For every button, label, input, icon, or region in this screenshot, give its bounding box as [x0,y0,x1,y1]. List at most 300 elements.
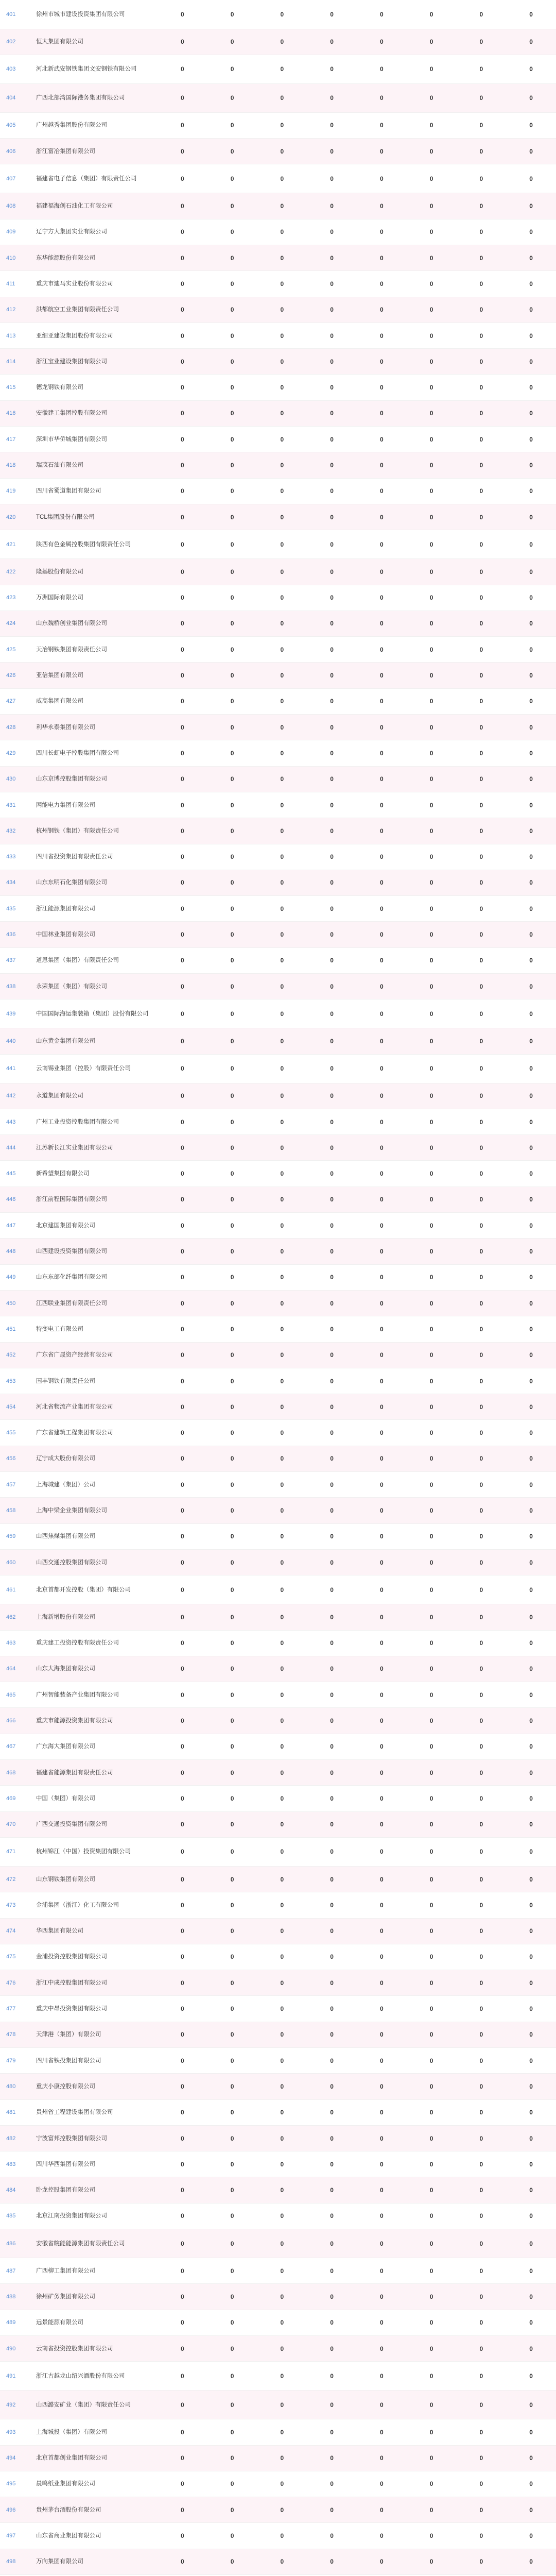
value-cell: 0 [457,1498,507,1523]
value-cell: 0 [457,0,507,29]
company-name-cell: 亚信集团有限公司 [33,663,158,688]
value-cell: 0 [457,1996,507,2022]
value-cell: 0 [407,2022,457,2047]
value-cell: 0 [357,740,407,766]
table-row [0,1866,556,1892]
rank-cell: 494 [0,2445,33,2471]
value-cell: 0 [158,2471,207,2497]
value-cell: 0 [357,1708,407,1734]
value-cell: 0 [307,1786,357,1811]
company-name-cell: 四川省投资集团有限责任公司 [33,844,158,870]
company-name-cell: 四川长虹电子控股集团有限公司 [33,740,158,766]
rank-cell: 486 [0,2229,33,2258]
value-cell: 0 [158,1109,207,1134]
value-cell: 0 [207,715,257,740]
value-cell: 0 [257,478,307,504]
value-cell: 0 [457,1837,507,1866]
value-cell: 0 [307,947,357,973]
value-cell: 0 [207,1630,257,1656]
company-name-cell: 广州智能装备产业集团有限公司 [33,1682,158,1708]
value-cell: 0 [407,1970,457,1996]
table-row [0,55,556,83]
value-cell: 0 [407,1892,457,1918]
value-cell: 0 [158,530,207,559]
value-cell: 0 [407,452,457,478]
table-row [0,1970,556,1996]
value-cell: 0 [257,766,307,792]
value-cell: 0 [457,1109,507,1134]
value-cell: 0 [357,271,407,297]
rank-cell: 454 [0,1394,33,1420]
value-cell: 0 [207,2497,257,2523]
value-cell: 0 [307,1342,357,1368]
company-name-cell: 天津港（集团）有限公司 [33,2022,158,2047]
value-cell: 0 [158,1420,207,1446]
rank-cell: 462 [0,1604,33,1630]
value-cell: 0 [357,1239,407,1264]
value-cell: 0 [158,2229,207,2258]
value-cell: 0 [357,2471,407,2497]
company-name-cell: 中国林业集团有限公司 [33,922,158,947]
value-cell: 0 [158,637,207,663]
value-cell: 0 [506,870,556,895]
table-row [0,2362,556,2391]
value-cell: 0 [506,1290,556,1316]
value-cell: 0 [207,974,257,999]
value-cell: 0 [457,400,507,426]
table-row [0,1187,556,1212]
rank-cell: 444 [0,1135,33,1161]
value-cell: 0 [158,1918,207,1944]
value-cell: 0 [307,1083,357,1109]
value-cell: 0 [307,2284,357,2310]
value-cell: 0 [307,1656,357,1682]
rank-cell: 477 [0,1996,33,2022]
value-cell: 0 [457,1656,507,1682]
value-cell: 0 [207,1918,257,1944]
company-name-cell: 山东大海集团有限公司 [33,1656,158,1682]
rank-cell: 417 [0,427,33,452]
value-cell: 0 [307,1918,357,1944]
value-cell: 0 [407,1446,457,1471]
value-cell: 0 [158,1944,207,1970]
value-cell: 0 [506,1187,556,1212]
value-cell: 0 [407,896,457,922]
value-cell: 0 [257,400,307,426]
value-cell: 0 [257,2047,307,2073]
value-cell: 0 [457,2419,507,2445]
value-cell: 0 [357,1811,407,1837]
value-cell: 0 [457,715,507,740]
value-cell: 0 [506,1682,556,1708]
value-cell: 0 [407,2229,457,2258]
value-cell: 0 [207,349,257,375]
value-cell: 0 [357,870,407,895]
company-name-cell: 特变电工有限公司 [33,1316,158,1342]
value-cell: 0 [158,947,207,973]
value-cell: 0 [158,375,207,400]
value-cell: 0 [457,870,507,895]
company-name-cell: 广州越秀集团股份有限公司 [33,112,158,138]
table-row [0,922,556,947]
value-cell: 0 [506,478,556,504]
table-row [0,1604,556,1630]
value-cell: 0 [307,55,357,83]
value-cell: 0 [407,740,457,766]
value-cell: 0 [506,1161,556,1187]
value-cell: 0 [207,844,257,870]
table-row [0,1708,556,1734]
value-cell: 0 [457,1575,507,1604]
value-cell: 0 [307,1523,357,1549]
company-name-cell: 重庆市迪马实业股份有限公司 [33,271,158,297]
value-cell: 0 [457,2099,507,2125]
value-cell: 0 [307,2022,357,2047]
value-cell: 0 [357,2203,407,2229]
value-cell: 0 [357,2310,407,2335]
value-cell: 0 [158,1083,207,1109]
value-cell: 0 [207,271,257,297]
company-name-cell: 江西联业集团有限责任公司 [33,1290,158,1316]
value-cell: 0 [457,139,507,164]
value-cell: 0 [307,427,357,452]
value-cell: 0 [158,1290,207,1316]
value-cell: 0 [257,2099,307,2125]
company-name-cell: 浙江前程国际集团有限公司 [33,1187,158,1212]
value-cell: 0 [407,1734,457,1759]
company-name-cell: 隆基股份有限公司 [33,559,158,585]
value-cell: 0 [307,2497,357,2523]
value-cell: 0 [207,530,257,559]
value-cell: 0 [307,844,357,870]
value-cell: 0 [158,1996,207,2022]
value-cell: 0 [506,974,556,999]
value-cell: 0 [457,922,507,947]
table-row [0,1290,556,1316]
value-cell: 0 [457,792,507,818]
value-cell: 0 [207,2229,257,2258]
value-cell: 0 [407,478,457,504]
value-cell: 0 [257,2362,307,2391]
value-cell: 0 [407,2203,457,2229]
value-cell: 0 [207,1837,257,1866]
value-cell: 0 [506,1760,556,1786]
value-cell: 0 [257,1630,307,1656]
value-cell: 0 [506,1656,556,1682]
value-cell: 0 [307,2125,357,2151]
value-cell: 0 [207,2022,257,2047]
value-cell: 0 [307,2229,357,2258]
value-cell: 0 [407,219,457,245]
rank-cell: 443 [0,1109,33,1134]
company-name-cell: 网能电力集团有限公司 [33,792,158,818]
company-name-cell: 道恩集团（集团）有限责任公司 [33,947,158,973]
value-cell: 0 [207,1866,257,1892]
value-cell: 0 [307,2310,357,2335]
value-cell: 0 [207,1575,257,1604]
company-name-cell: 重庆建工投资控股有限责任公司 [33,1630,158,1656]
value-cell: 0 [207,2151,257,2177]
value-cell: 0 [307,1630,357,1656]
table-row [0,1549,556,1575]
value-cell: 0 [357,1420,407,1446]
value-cell: 0 [207,164,257,193]
value-cell: 0 [307,559,357,585]
value-cell: 0 [357,83,407,112]
rank-cell: 439 [0,999,33,1028]
company-name-cell: 福建省电子信息（集团）有限责任公司 [33,164,158,193]
value-cell: 0 [207,585,257,611]
company-name-cell: 上海中梁企业集团有限公司 [33,1498,158,1523]
value-cell: 0 [257,1918,307,1944]
company-name-cell: 远景能源有限公司 [33,2310,158,2335]
value-cell: 0 [158,844,207,870]
value-cell: 0 [457,2047,507,2073]
value-cell: 0 [307,139,357,164]
value-cell: 0 [457,1630,507,1656]
table-row [0,2497,556,2523]
value-cell: 0 [207,1239,257,1264]
value-cell: 0 [407,1498,457,1523]
value-cell: 0 [207,2445,257,2471]
rank-cell: 418 [0,452,33,478]
value-cell: 0 [506,193,556,219]
table-row [0,2391,556,2419]
value-cell: 0 [506,1944,556,1970]
value-cell: 0 [357,1892,407,1918]
value-cell: 0 [407,2335,457,2361]
rank-cell: 448 [0,1239,33,1264]
rank-cell: 451 [0,1316,33,1342]
value-cell: 0 [407,2151,457,2177]
value-cell: 0 [506,112,556,138]
value-cell: 0 [158,1630,207,1656]
company-name-cell: 山东东部化纤集团有限公司 [33,1264,158,1290]
value-cell: 0 [207,1604,257,1630]
value-cell: 0 [307,1420,357,1446]
value-cell: 0 [158,245,207,270]
value-cell: 0 [506,400,556,426]
value-cell: 0 [207,2074,257,2099]
value-cell: 0 [457,1472,507,1498]
value-cell: 0 [158,452,207,478]
value-cell: 0 [357,2177,407,2203]
value-cell: 0 [357,2258,407,2284]
value-cell: 0 [506,1083,556,1109]
company-name-cell: 山西潞安矿业（集团）有限责任公司 [33,2391,158,2419]
value-cell: 0 [407,323,457,348]
value-cell: 0 [257,1290,307,1316]
rank-cell: 461 [0,1575,33,1604]
value-cell: 0 [457,2362,507,2391]
value-cell: 0 [506,1575,556,1604]
rank-cell: 468 [0,1760,33,1786]
value-cell: 0 [207,1786,257,1811]
value-cell: 0 [307,1498,357,1523]
table-row [0,297,556,323]
value-cell: 0 [307,1996,357,2022]
value-cell: 0 [307,375,357,400]
value-cell: 0 [506,1264,556,1290]
value-cell: 0 [257,29,307,55]
rank-cell: 404 [0,83,33,112]
value-cell: 0 [506,1970,556,1996]
rank-cell: 438 [0,974,33,999]
value-cell: 0 [357,896,407,922]
rank-cell: 441 [0,1054,33,1083]
table-row [0,1682,556,1708]
value-cell: 0 [357,1944,407,1970]
value-cell: 0 [506,375,556,400]
value-cell: 0 [207,2203,257,2229]
value-cell: 0 [307,29,357,55]
value-cell: 0 [257,2419,307,2445]
value-cell: 0 [457,896,507,922]
value-cell: 0 [506,1316,556,1342]
value-cell: 0 [457,1682,507,1708]
value-cell: 0 [357,922,407,947]
table-row [0,245,556,270]
table-row [0,139,556,164]
value-cell: 0 [457,1264,507,1290]
value-cell: 0 [257,1316,307,1342]
value-cell: 0 [506,55,556,83]
value-cell: 0 [207,1656,257,1682]
value-cell: 0 [457,2022,507,2047]
value-cell: 0 [207,297,257,323]
value-cell: 0 [207,1342,257,1368]
value-cell: 0 [407,2523,457,2549]
value-cell: 0 [457,193,507,219]
value-cell: 0 [407,400,457,426]
table-row [0,870,556,895]
table-row [0,1342,556,1368]
value-cell: 0 [407,844,457,870]
value-cell: 0 [457,1368,507,1394]
value-cell: 0 [457,1290,507,1316]
value-cell: 0 [158,271,207,297]
value-cell: 0 [207,1368,257,1394]
value-cell: 0 [407,164,457,193]
table-row [0,947,556,973]
value-cell: 0 [307,1970,357,1996]
value-cell: 0 [357,1996,407,2022]
value-cell: 0 [357,349,407,375]
value-cell: 0 [457,947,507,973]
value-cell: 0 [307,245,357,270]
value-cell: 0 [407,2391,457,2419]
table-row [0,740,556,766]
value-cell: 0 [357,1394,407,1420]
value-cell: 0 [357,2419,407,2445]
value-cell: 0 [307,1368,357,1394]
value-cell: 0 [407,1213,457,1239]
table-row [0,2203,556,2229]
value-cell: 0 [257,715,307,740]
value-cell: 0 [207,1446,257,1471]
value-cell: 0 [257,2203,307,2229]
company-name-cell: 贵州省工程建设集团有限公司 [33,2099,158,2125]
value-cell: 0 [207,452,257,478]
table-row [0,349,556,375]
value-cell: 0 [506,1549,556,1575]
value-cell: 0 [158,999,207,1028]
value-cell: 0 [257,1028,307,1054]
company-name-cell: 广东省建筑工程集团有限公司 [33,1420,158,1446]
value-cell: 0 [407,375,457,400]
value-cell: 0 [457,1446,507,1471]
value-cell: 0 [357,1368,407,1394]
value-cell: 0 [207,193,257,219]
value-cell: 0 [407,2497,457,2523]
value-cell: 0 [506,2229,556,2258]
value-cell: 0 [506,2284,556,2310]
value-cell: 0 [158,2022,207,2047]
company-name-cell: 山西建设投资集团有限公司 [33,1239,158,1264]
value-cell: 0 [357,1786,407,1811]
table-row [0,1575,556,1604]
value-cell: 0 [207,1135,257,1161]
value-cell: 0 [307,2177,357,2203]
value-cell: 0 [357,1342,407,1368]
value-cell: 0 [257,1109,307,1134]
value-cell: 0 [357,2549,407,2574]
value-cell: 0 [357,818,407,844]
value-cell: 0 [506,2549,556,2574]
value-cell: 0 [407,870,457,895]
value-cell: 0 [207,2391,257,2419]
value-cell: 0 [307,271,357,297]
value-cell: 0 [158,2335,207,2361]
value-cell: 0 [158,818,207,844]
value-cell: 0 [207,1472,257,1498]
company-name-cell: 四川华西集团有限公司 [33,2151,158,2177]
value-cell: 0 [257,1604,307,1630]
value-cell: 0 [158,349,207,375]
company-name-cell: 重庆小康控股有限公司 [33,2074,158,2099]
value-cell: 0 [257,818,307,844]
rank-cell: 409 [0,219,33,245]
value-cell: 0 [457,1028,507,1054]
value-cell: 0 [407,349,457,375]
rank-cell: 467 [0,1734,33,1759]
rank-cell: 493 [0,2419,33,2445]
value-cell: 0 [457,1239,507,1264]
value-cell: 0 [257,219,307,245]
value-cell: 0 [158,1264,207,1290]
rank-cell: 492 [0,2391,33,2419]
value-cell: 0 [357,2391,407,2419]
value-cell: 0 [158,1837,207,1866]
value-cell: 0 [357,792,407,818]
company-name-cell: 安徽建工集团控股有限公司 [33,400,158,426]
value-cell: 0 [207,245,257,270]
value-cell: 0 [257,271,307,297]
value-cell: 0 [158,1239,207,1264]
value-cell: 0 [506,271,556,297]
value-cell: 0 [207,2125,257,2151]
table-row [0,2047,556,2073]
value-cell: 0 [457,1604,507,1630]
company-name-cell: 北京首都开发控股（集团）有限公司 [33,1575,158,1604]
value-cell: 0 [158,1394,207,1420]
value-cell: 0 [506,2177,556,2203]
value-cell: 0 [307,1866,357,1892]
value-cell: 0 [506,2445,556,2471]
value-cell: 0 [158,1213,207,1239]
value-cell: 0 [207,0,257,29]
value-cell: 0 [257,2335,307,2361]
